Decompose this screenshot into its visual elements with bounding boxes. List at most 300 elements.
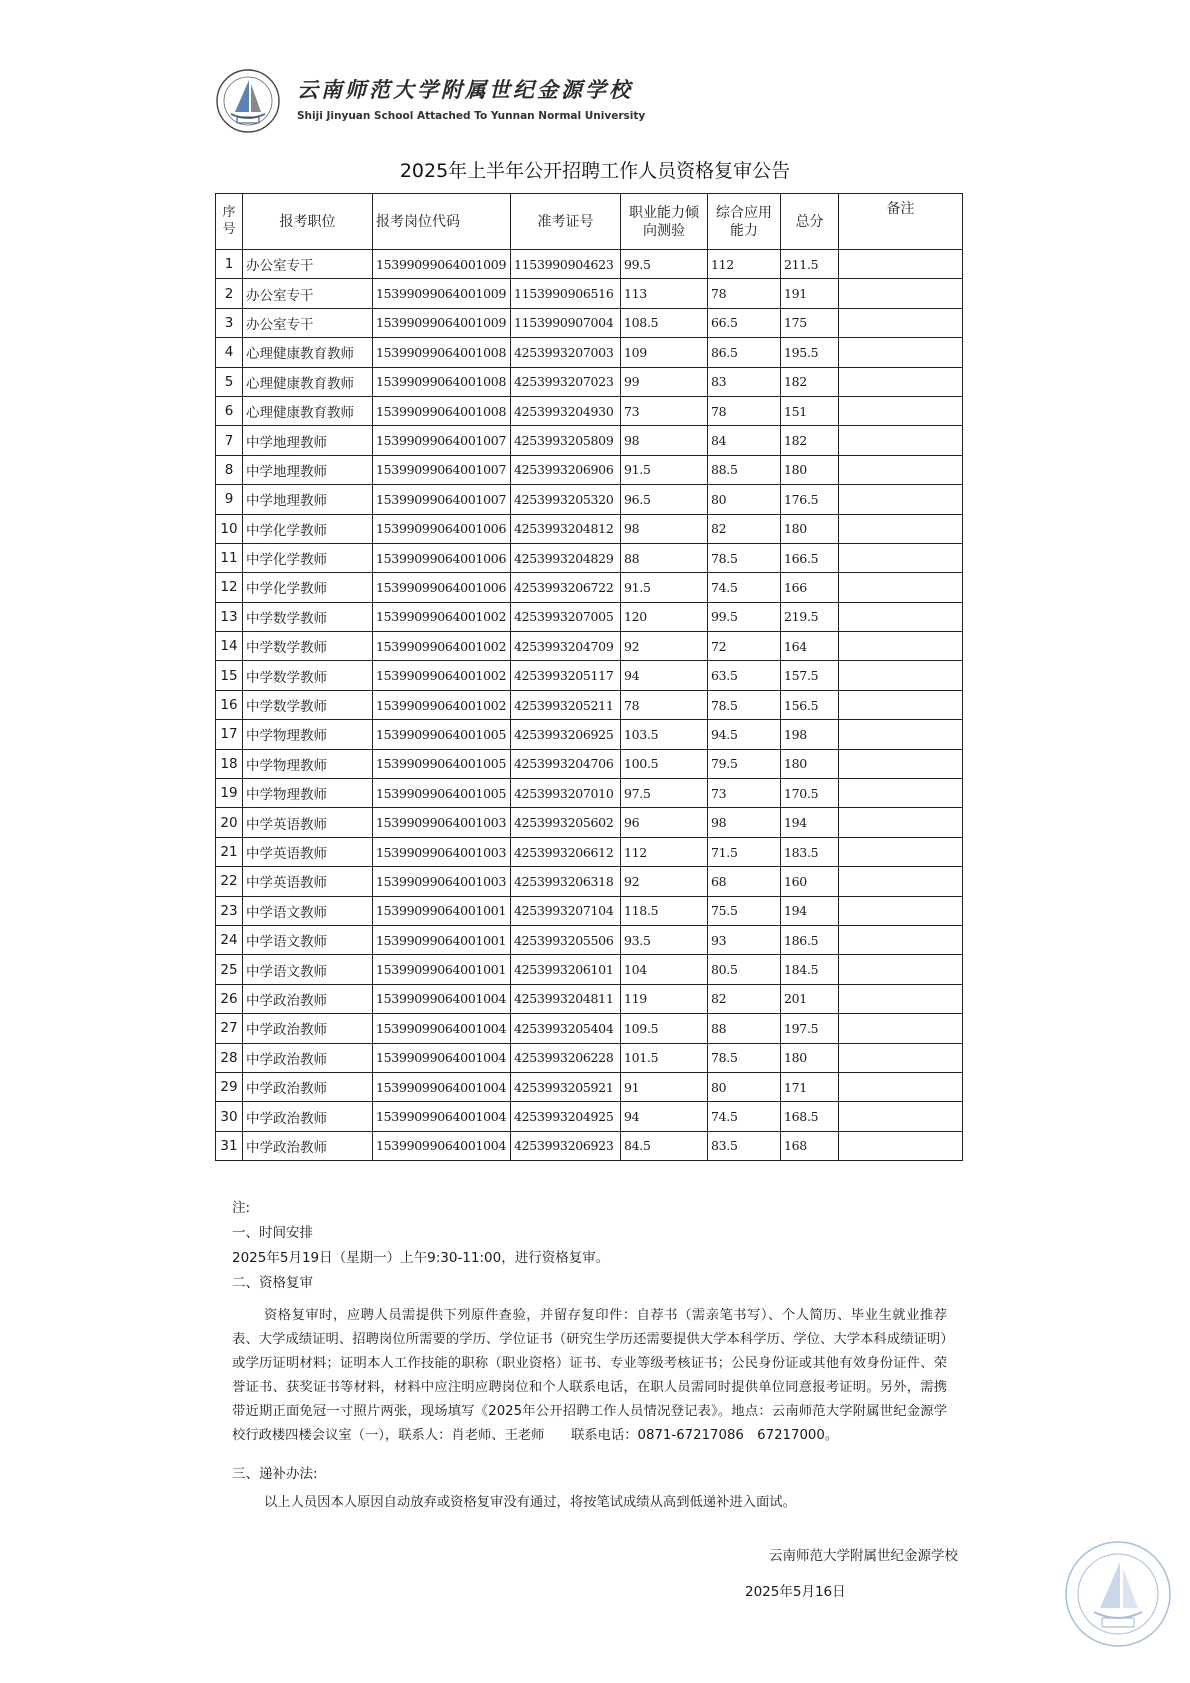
- cell-remarks: [839, 867, 963, 896]
- table-row: [216, 1043, 963, 1072]
- cell-index: 13: [216, 602, 243, 631]
- cell-index: 27: [216, 1014, 243, 1043]
- cell-total-score: 171: [781, 1072, 839, 1101]
- cell-index: 4: [216, 338, 243, 367]
- cell-ticket-no: 4253993205809: [511, 426, 621, 455]
- cell-applied-score: 80: [708, 1072, 781, 1101]
- cell-aptitude-score: 94: [621, 1102, 708, 1131]
- notes-label: 注:: [232, 1200, 251, 1216]
- school-header: [215, 68, 646, 138]
- cell-total-score: 156.5: [781, 690, 839, 719]
- cell-aptitude-score: 91.5: [621, 573, 708, 602]
- cell-ticket-no: 4253993205320: [511, 485, 621, 514]
- cell-aptitude-score: 101.5: [621, 1043, 708, 1072]
- cell-ticket-no: 4253993204925: [511, 1102, 621, 1131]
- cell-ticket-no: 1153990904623: [511, 250, 621, 279]
- cell-applied-score: 71.5: [708, 837, 781, 866]
- cell-aptitude-score: 104: [621, 955, 708, 984]
- table-body: [216, 250, 963, 1161]
- cell-index: 14: [216, 632, 243, 661]
- cell-post-code: 15399099064001009: [373, 250, 511, 279]
- cell-total-score: 201: [781, 984, 839, 1013]
- cell-aptitude-score: 99.5: [621, 250, 708, 279]
- school-name-en: Shiji Jinyuan School Attached To Yunnan Normal University: [297, 110, 646, 122]
- cell-remarks: [839, 984, 963, 1013]
- cell-post-code: 15399099064001004: [373, 1131, 511, 1160]
- cell-applied-score: 98: [708, 808, 781, 837]
- cell-post-code: 15399099064001005: [373, 720, 511, 749]
- signature-date: 2025年5月16日: [745, 1584, 846, 1600]
- cell-ticket-no: 4253993206228: [511, 1043, 621, 1072]
- table-row: [216, 690, 963, 719]
- cell-index: 2: [216, 279, 243, 308]
- cell-ticket-no: 4253993205211: [511, 690, 621, 719]
- cell-position: 办公室专干: [243, 279, 373, 308]
- cell-remarks: [839, 1131, 963, 1160]
- cell-total-score: 180: [781, 455, 839, 484]
- cell-total-score: 180: [781, 749, 839, 778]
- cell-ticket-no: 4253993206925: [511, 720, 621, 749]
- cell-position: 办公室专干: [243, 308, 373, 337]
- cell-remarks: [839, 720, 963, 749]
- cell-total-score: 180: [781, 514, 839, 543]
- cell-remarks: [839, 896, 963, 925]
- cell-post-code: 15399099064001006: [373, 514, 511, 543]
- cell-applied-score: 99.5: [708, 602, 781, 631]
- table-row: [216, 808, 963, 837]
- cell-remarks: [839, 779, 963, 808]
- cell-remarks: [839, 1102, 963, 1131]
- cell-ticket-no: 4253993207003: [511, 338, 621, 367]
- cell-remarks: [839, 661, 963, 690]
- cell-position: 中学政治教师: [243, 1014, 373, 1043]
- cell-aptitude-score: 93.5: [621, 925, 708, 954]
- cell-aptitude-score: 112: [621, 837, 708, 866]
- cell-aptitude-score: 120: [621, 602, 708, 631]
- cell-position: 心理健康教育教师: [243, 396, 373, 425]
- cell-position: 中学化学教师: [243, 514, 373, 543]
- cell-total-score: 219.5: [781, 602, 839, 631]
- notes-section2-title: 二、资格复审: [232, 1275, 313, 1291]
- cell-ticket-no: 4253993205117: [511, 661, 621, 690]
- cell-post-code: 15399099064001003: [373, 867, 511, 896]
- cell-applied-score: 74.5: [708, 573, 781, 602]
- cell-ticket-no: 4253993204829: [511, 543, 621, 572]
- cell-ticket-no: 4253993206923: [511, 1131, 621, 1160]
- cell-ticket-no: 1153990906516: [511, 279, 621, 308]
- cell-applied-score: 94.5: [708, 720, 781, 749]
- cell-aptitude-score: 91.5: [621, 455, 708, 484]
- cell-ticket-no: 4253993204812: [511, 514, 621, 543]
- cell-remarks: [839, 925, 963, 954]
- cell-position: 中学地理教师: [243, 485, 373, 514]
- cell-position: 中学政治教师: [243, 1043, 373, 1072]
- cell-total-score: 211.5: [781, 250, 839, 279]
- cell-ticket-no: 1153990907004: [511, 308, 621, 337]
- cell-position: 中学数学教师: [243, 661, 373, 690]
- cell-post-code: 15399099064001004: [373, 1014, 511, 1043]
- cell-aptitude-score: 108.5: [621, 308, 708, 337]
- cell-aptitude-score: 73: [621, 396, 708, 425]
- cell-aptitude-score: 88: [621, 543, 708, 572]
- col-header-applied-ability: 综合应用能力: [708, 194, 781, 250]
- table-row: [216, 543, 963, 572]
- cell-total-score: 151: [781, 396, 839, 425]
- cell-total-score: 182: [781, 367, 839, 396]
- cell-position: 心理健康教育教师: [243, 338, 373, 367]
- col-header-position: 报考职位: [243, 194, 373, 250]
- cell-position: 中学物理教师: [243, 720, 373, 749]
- cell-applied-score: 74.5: [708, 1102, 781, 1131]
- cell-remarks: [839, 514, 963, 543]
- cell-total-score: 175: [781, 308, 839, 337]
- table-row: [216, 250, 963, 279]
- cell-total-score: 166: [781, 573, 839, 602]
- notes-section3-text: 以上人员因本人原因自动放弃或资格复审没有通过，将按笔试成绩从高到低递补进入面试。: [264, 1495, 796, 1510]
- cell-total-score: 180: [781, 1043, 839, 1072]
- cell-index: 7: [216, 426, 243, 455]
- table-row: [216, 749, 963, 778]
- col-header-index: 序号: [216, 194, 243, 250]
- cell-applied-score: 78: [708, 396, 781, 425]
- cell-remarks: [839, 837, 963, 866]
- results-table: [215, 193, 963, 1161]
- cell-total-score: 195.5: [781, 338, 839, 367]
- col-header-ticket-no: 准考证号: [511, 194, 621, 250]
- cell-post-code: 15399099064001008: [373, 367, 511, 396]
- cell-position: 中学政治教师: [243, 984, 373, 1013]
- cell-post-code: 15399099064001003: [373, 808, 511, 837]
- cell-total-score: 184.5: [781, 955, 839, 984]
- cell-remarks: [839, 338, 963, 367]
- cell-index: 30: [216, 1102, 243, 1131]
- cell-post-code: 15399099064001006: [373, 543, 511, 572]
- cell-index: 9: [216, 485, 243, 514]
- cell-total-score: 197.5: [781, 1014, 839, 1043]
- cell-remarks: [839, 602, 963, 631]
- cell-position: 中学化学教师: [243, 573, 373, 602]
- cell-index: 21: [216, 837, 243, 866]
- cell-index: 3: [216, 308, 243, 337]
- table-row: [216, 984, 963, 1013]
- cell-aptitude-score: 119: [621, 984, 708, 1013]
- cell-position: 中学数学教师: [243, 602, 373, 631]
- cell-position: 中学地理教师: [243, 426, 373, 455]
- table-row: [216, 720, 963, 749]
- table-row: [216, 867, 963, 896]
- school-logo-icon: [215, 68, 281, 134]
- cell-aptitude-score: 98: [621, 426, 708, 455]
- cell-post-code: 15399099064001001: [373, 955, 511, 984]
- cell-position: 中学数学教师: [243, 632, 373, 661]
- cell-remarks: [839, 485, 963, 514]
- cell-index: 10: [216, 514, 243, 543]
- cell-ticket-no: 4253993204930: [511, 396, 621, 425]
- table-row: [216, 896, 963, 925]
- cell-post-code: 15399099064001009: [373, 308, 511, 337]
- cell-applied-score: 84: [708, 426, 781, 455]
- cell-post-code: 15399099064001004: [373, 984, 511, 1013]
- table-row: [216, 338, 963, 367]
- table-row: [216, 1102, 963, 1131]
- notes-section: [232, 1196, 947, 1515]
- cell-total-score: 164: [781, 632, 839, 661]
- cell-position: 心理健康教育教师: [243, 367, 373, 396]
- cell-position: 中学英语教师: [243, 867, 373, 896]
- cell-post-code: 15399099064001007: [373, 455, 511, 484]
- cell-ticket-no: 4253993205921: [511, 1072, 621, 1101]
- cell-remarks: [839, 455, 963, 484]
- cell-post-code: 15399099064001003: [373, 837, 511, 866]
- cell-position: 中学政治教师: [243, 1131, 373, 1160]
- cell-post-code: 15399099064001005: [373, 749, 511, 778]
- table-row: [216, 455, 963, 484]
- cell-total-score: 168: [781, 1131, 839, 1160]
- cell-index: 5: [216, 367, 243, 396]
- cell-aptitude-score: 92: [621, 632, 708, 661]
- cell-post-code: 15399099064001002: [373, 632, 511, 661]
- table-row: [216, 367, 963, 396]
- cell-ticket-no: 4253993204811: [511, 984, 621, 1013]
- cell-index: 8: [216, 455, 243, 484]
- cell-position: 中学英语教师: [243, 837, 373, 866]
- cell-total-score: 194: [781, 808, 839, 837]
- cell-post-code: 15399099064001007: [373, 426, 511, 455]
- cell-index: 16: [216, 690, 243, 719]
- cell-position: 中学化学教师: [243, 543, 373, 572]
- cell-post-code: 15399099064001006: [373, 573, 511, 602]
- cell-index: 1: [216, 250, 243, 279]
- cell-applied-score: 68: [708, 867, 781, 896]
- table-row: [216, 602, 963, 631]
- cell-position: 中学英语教师: [243, 808, 373, 837]
- cell-total-score: 186.5: [781, 925, 839, 954]
- cell-post-code: 15399099064001008: [373, 396, 511, 425]
- cell-applied-score: 86.5: [708, 338, 781, 367]
- cell-aptitude-score: 99: [621, 367, 708, 396]
- table-row: [216, 925, 963, 954]
- cell-total-score: 194: [781, 896, 839, 925]
- cell-ticket-no: 4253993204706: [511, 749, 621, 778]
- cell-aptitude-score: 97.5: [621, 779, 708, 808]
- cell-total-score: 166.5: [781, 543, 839, 572]
- cell-total-score: 183.5: [781, 837, 839, 866]
- cell-post-code: 15399099064001007: [373, 485, 511, 514]
- cell-index: 6: [216, 396, 243, 425]
- cell-applied-score: 79.5: [708, 749, 781, 778]
- cell-index: 17: [216, 720, 243, 749]
- cell-index: 22: [216, 867, 243, 896]
- table-row: [216, 573, 963, 602]
- table-row: [216, 837, 963, 866]
- cell-total-score: 176.5: [781, 485, 839, 514]
- cell-post-code: 15399099064001009: [373, 279, 511, 308]
- cell-position: 办公室专干: [243, 250, 373, 279]
- cell-applied-score: 72: [708, 632, 781, 661]
- cell-aptitude-score: 96: [621, 808, 708, 837]
- cell-post-code: 15399099064001001: [373, 925, 511, 954]
- cell-applied-score: 93: [708, 925, 781, 954]
- cell-applied-score: 88: [708, 1014, 781, 1043]
- cell-post-code: 15399099064001004: [373, 1072, 511, 1101]
- cell-remarks: [839, 808, 963, 837]
- cell-index: 28: [216, 1043, 243, 1072]
- cell-index: 11: [216, 543, 243, 572]
- notes-section2-text: 资格复审时，应聘人员需提供下列原件查验，并留存复印件：自荐书（需亲笔书写）、个人简历、毕业生就业推荐表、大学成绩证明、招聘岗位所需要的学历、学位证书（研究生学历还需要提供大学本科学历、学位、大学本科成绩证明）或学历证明材料；证明本人工作技能的职称（职业资格）证书、专业等级考核证书；公民身份证或其他有效身份证件、荣誉证书、获奖证书等材料，材料中应注明应聘岗位和个人联系电话，在职人员需同时提供单位同意报考证明。另外，需携带近期正面免冠一寸照片两张，现场填写《2025年公开招聘工作人员情况登记表》。地点：云南师范大学附属世纪金源学校行政楼四楼会议室（一），联系人：肖老师、王老师 联系电话：0871-67217086 67217000。: [232, 1308, 947, 1443]
- table-row: [216, 485, 963, 514]
- cell-aptitude-score: 84.5: [621, 1131, 708, 1160]
- cell-total-score: 168.5: [781, 1102, 839, 1131]
- col-header-aptitude-test: 职业能力倾向测验: [621, 194, 708, 250]
- cell-total-score: 198: [781, 720, 839, 749]
- cell-remarks: [839, 426, 963, 455]
- cell-ticket-no: 4253993205506: [511, 925, 621, 954]
- cell-remarks: [839, 1014, 963, 1043]
- cell-post-code: 15399099064001004: [373, 1102, 511, 1131]
- table-row: [216, 514, 963, 543]
- notes-section1-text: 2025年5月19日（星期一）上午9:30-11:00，进行资格复审。: [232, 1250, 610, 1266]
- school-name-cn: 云南师范大学附属世纪金源学校: [297, 77, 633, 102]
- cell-applied-score: 63.5: [708, 661, 781, 690]
- cell-index: 29: [216, 1072, 243, 1101]
- cell-applied-score: 75.5: [708, 896, 781, 925]
- cell-total-score: 157.5: [781, 661, 839, 690]
- cell-applied-score: 80.5: [708, 955, 781, 984]
- table-row: [216, 632, 963, 661]
- cell-index: 20: [216, 808, 243, 837]
- cell-total-score: 160: [781, 867, 839, 896]
- cell-aptitude-score: 113: [621, 279, 708, 308]
- table-row: [216, 779, 963, 808]
- cell-applied-score: 73: [708, 779, 781, 808]
- notes-section3-title: 三、递补办法:: [232, 1466, 318, 1482]
- cell-ticket-no: 4253993207023: [511, 367, 621, 396]
- cell-aptitude-score: 100.5: [621, 749, 708, 778]
- school-seal-watermark-icon: [1062, 1538, 1174, 1650]
- cell-remarks: [839, 955, 963, 984]
- page-title: 2025年上半年公开招聘工作人员资格复审公告: [399, 160, 791, 182]
- cell-ticket-no: 4253993207010: [511, 779, 621, 808]
- cell-post-code: 15399099064001008: [373, 338, 511, 367]
- cell-aptitude-score: 92: [621, 867, 708, 896]
- cell-position: 中学语文教师: [243, 896, 373, 925]
- cell-applied-score: 78.5: [708, 690, 781, 719]
- cell-applied-score: 112: [708, 250, 781, 279]
- cell-position: 中学物理教师: [243, 749, 373, 778]
- table-row: [216, 1072, 963, 1101]
- cell-total-score: 170.5: [781, 779, 839, 808]
- cell-ticket-no: 4253993206906: [511, 455, 621, 484]
- cell-ticket-no: 4253993205404: [511, 1014, 621, 1043]
- cell-aptitude-score: 78: [621, 690, 708, 719]
- cell-remarks: [839, 250, 963, 279]
- cell-aptitude-score: 103.5: [621, 720, 708, 749]
- cell-position: 中学地理教师: [243, 455, 373, 484]
- cell-post-code: 15399099064001002: [373, 661, 511, 690]
- col-header-total: 总分: [781, 194, 839, 250]
- signature-org: 云南师范大学附属世纪金源学校: [769, 1548, 958, 1564]
- cell-total-score: 191: [781, 279, 839, 308]
- cell-ticket-no: 4253993206612: [511, 837, 621, 866]
- table-row: [216, 955, 963, 984]
- cell-applied-score: 80: [708, 485, 781, 514]
- cell-index: 25: [216, 955, 243, 984]
- cell-applied-score: 83.5: [708, 1131, 781, 1160]
- cell-remarks: [839, 367, 963, 396]
- col-header-remarks: 备注: [839, 194, 963, 250]
- table-row: [216, 396, 963, 425]
- cell-applied-score: 82: [708, 514, 781, 543]
- cell-position: 中学物理教师: [243, 779, 373, 808]
- cell-ticket-no: 4253993204709: [511, 632, 621, 661]
- cell-aptitude-score: 109.5: [621, 1014, 708, 1043]
- cell-applied-score: 88.5: [708, 455, 781, 484]
- cell-aptitude-score: 96.5: [621, 485, 708, 514]
- cell-applied-score: 78.5: [708, 543, 781, 572]
- cell-applied-score: 82: [708, 984, 781, 1013]
- cell-aptitude-score: 91: [621, 1072, 708, 1101]
- cell-ticket-no: 4253993207104: [511, 896, 621, 925]
- cell-remarks: [839, 279, 963, 308]
- table-row: [216, 279, 963, 308]
- cell-remarks: [839, 1072, 963, 1101]
- cell-applied-score: 66.5: [708, 308, 781, 337]
- col-header-post-code: 报考岗位代码: [373, 194, 511, 250]
- cell-remarks: [839, 690, 963, 719]
- cell-index: 31: [216, 1131, 243, 1160]
- cell-index: 15: [216, 661, 243, 690]
- cell-post-code: 15399099064001005: [373, 779, 511, 808]
- cell-applied-score: 78.5: [708, 1043, 781, 1072]
- cell-aptitude-score: 109: [621, 338, 708, 367]
- cell-ticket-no: 4253993206101: [511, 955, 621, 984]
- cell-remarks: [839, 543, 963, 572]
- cell-aptitude-score: 98: [621, 514, 708, 543]
- cell-remarks: [839, 749, 963, 778]
- cell-total-score: 182: [781, 426, 839, 455]
- notes-section1-title: 一、时间安排: [232, 1225, 313, 1241]
- cell-aptitude-score: 118.5: [621, 896, 708, 925]
- cell-remarks: [839, 396, 963, 425]
- cell-ticket-no: 4253993205602: [511, 808, 621, 837]
- cell-position: 中学政治教师: [243, 1072, 373, 1101]
- cell-ticket-no: 4253993207005: [511, 602, 621, 631]
- cell-position: 中学政治教师: [243, 1102, 373, 1131]
- cell-index: 12: [216, 573, 243, 602]
- cell-applied-score: 78: [708, 279, 781, 308]
- cell-ticket-no: 4253993206722: [511, 573, 621, 602]
- cell-remarks: [839, 573, 963, 602]
- cell-position: 中学语文教师: [243, 955, 373, 984]
- table-row: [216, 308, 963, 337]
- table-row: [216, 1014, 963, 1043]
- cell-remarks: [839, 632, 963, 661]
- cell-post-code: 15399099064001004: [373, 1043, 511, 1072]
- cell-aptitude-score: 94: [621, 661, 708, 690]
- cell-ticket-no: 4253993206318: [511, 867, 621, 896]
- cell-post-code: 15399099064001001: [373, 896, 511, 925]
- cell-remarks: [839, 1043, 963, 1072]
- cell-post-code: 15399099064001002: [373, 690, 511, 719]
- cell-index: 23: [216, 896, 243, 925]
- cell-remarks: [839, 308, 963, 337]
- cell-index: 24: [216, 925, 243, 954]
- cell-index: 26: [216, 984, 243, 1013]
- cell-position: 中学语文教师: [243, 925, 373, 954]
- table-header-row: [216, 194, 963, 250]
- cell-post-code: 15399099064001002: [373, 602, 511, 631]
- table-row: [216, 661, 963, 690]
